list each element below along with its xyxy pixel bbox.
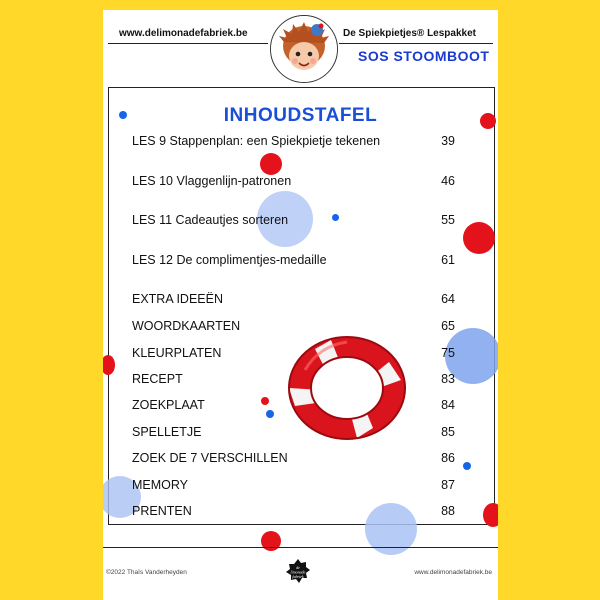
- toc-entry-label: LES 9 Stappenplan: een Spiekpietje tekenen: [132, 134, 381, 148]
- avatar: [270, 15, 338, 83]
- decor-dot: [266, 410, 274, 418]
- decor-dot: [483, 503, 498, 527]
- toc-entry-page: 55: [441, 213, 455, 227]
- decor-dot: [463, 462, 471, 470]
- child-character-icon: [271, 16, 337, 82]
- svg-text:fabriek: fabriek: [292, 574, 304, 579]
- toc-entry-page: 64: [441, 292, 455, 306]
- toc-entry-label: SPELLETJE: [132, 425, 202, 439]
- toc-entry-label: KLEURPLATEN: [132, 346, 222, 360]
- toc-entry-page: 85: [441, 425, 455, 439]
- toc-entry-label: WOORDKAARTEN: [132, 319, 241, 333]
- decor-dot: [463, 222, 495, 254]
- worksheet-page: [103, 10, 498, 600]
- toc-entry-page: 83: [441, 372, 455, 386]
- toc-entry-label: ZOEKPLAAT: [132, 398, 205, 412]
- header-divider-right: [339, 43, 493, 44]
- decor-dot: [332, 214, 339, 221]
- toc-title: INHOUDSTAFEL: [223, 105, 378, 126]
- decor-dot: [261, 531, 281, 551]
- svg-text:de: de: [296, 565, 300, 570]
- header-divider-left: [108, 43, 268, 44]
- toc-entry-page: 86: [441, 451, 455, 465]
- toc-entry-label: RECEPT: [132, 372, 183, 386]
- toc-entry-page: 75: [441, 346, 455, 360]
- decor-dot: [260, 153, 282, 175]
- toc-entry-page: 65: [441, 319, 455, 333]
- footer-divider: [103, 547, 498, 548]
- toc-entry-label: LES 11 Cadeautjes sorteren: [132, 213, 289, 227]
- toc-entry-page: 61: [441, 253, 455, 267]
- toc-entry-page: 39: [441, 134, 455, 148]
- toc-entry-page: 84: [441, 398, 455, 412]
- svg-text:limonade: limonade: [290, 569, 306, 575]
- lifebuoy-icon: [285, 332, 409, 444]
- toc-entry-label: EXTRA IDEEËN: [132, 292, 223, 306]
- toc-entry-page: 87: [441, 478, 455, 492]
- toc-entry-page: 46: [441, 174, 455, 188]
- footer-copyright: ©2022 Thaïs Vanderheyden: [106, 569, 187, 576]
- project-title: SOS STOOMBOOT: [358, 48, 490, 64]
- toc-entry-page: 88: [441, 504, 455, 518]
- toc-entry-label: LES 10 Vlaggenlijn-patronen: [132, 174, 292, 188]
- limonade-fabriek-logo: [285, 558, 311, 584]
- toc-entry-label: MEMORY: [132, 478, 189, 492]
- toc-entry-label: LES 12 De complimentjes-medaille: [132, 253, 327, 267]
- toc-entry-label: PRENTEN: [132, 504, 192, 518]
- toc-entry-label: ZOEK DE 7 VERSCHILLEN: [132, 451, 288, 465]
- footer-website[interactable]: www.delimonadefabriek.be: [414, 569, 492, 576]
- header-series: De Spiekpietjes® Lespakket: [343, 28, 476, 39]
- header-website: www.delimonadefabriek.be: [119, 28, 248, 39]
- decor-dot: [261, 397, 269, 405]
